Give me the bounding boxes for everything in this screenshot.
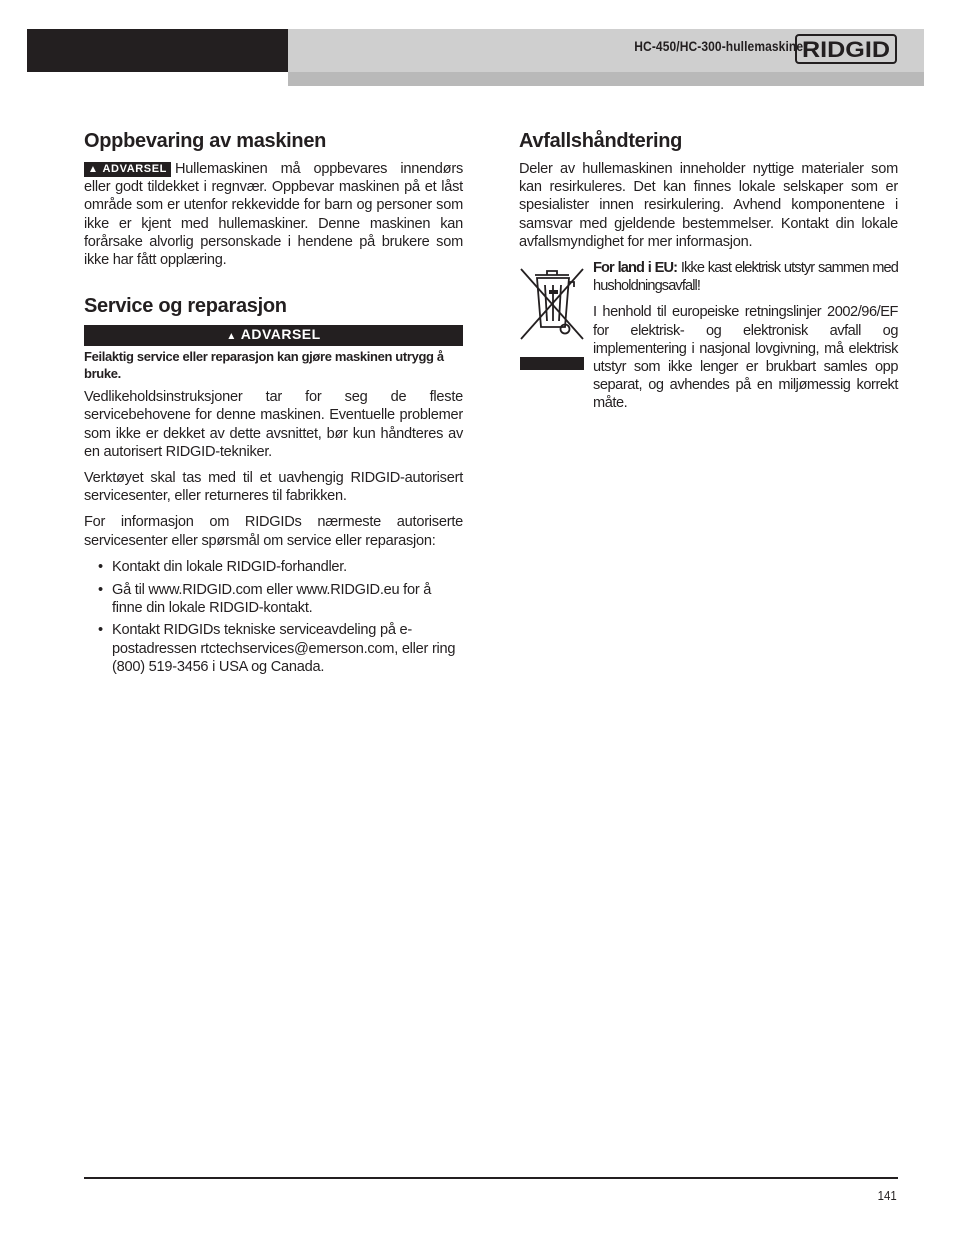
warning-badge [84,162,171,177]
warning-bar [84,325,463,346]
page-number: 141 [877,1188,897,1203]
storage-paragraph [84,160,463,269]
header-title: HC-450/HC-300-hullemaskiner [634,38,808,54]
weee-block [519,259,898,413]
eu-label: For land i EU: [593,260,678,277]
logo-text: RIDGID [802,37,890,62]
storage-heading: Oppbevaring av maskinen [84,130,327,152]
footer-rule [84,1177,898,1179]
service-heading: Service og reparasjon [84,295,287,318]
header-black-band [27,29,288,72]
disposal-heading: Avfallshåndtering [519,130,683,152]
service-contact-list [84,558,463,676]
eu-notice [593,259,898,295]
list-item: • Gå til www.RIDGID.com eller www.RIDGID.eu for å finne din lokale RIDGID-kontakt. [84,581,463,617]
weee-text [593,259,898,413]
warning-text: Feilaktig service eller reparasjon kan gjøre maskinen utrygg å bruke. [84,349,444,382]
disposal-intro: Deler av hullemaskinen inneholder nyttige materialer som kan resirkuleres. Det kan finnes lokale selskaper som er spesialister innen resirkulering. Avhend komponentene i samsvar med gjeldende bestemmelser. Kontakt din lokale avfallsmyndighet for mer informasjon. [519,161,898,250]
warning-bar-label: ADVARSEL [240,326,321,343]
right-column [519,128,898,413]
list-item: • Kontakt din lokale RIDGID-forhandler. [84,558,463,576]
storage-section [84,128,463,269]
service-paragraph-2: Verktøyet skal tas med til et uavhengig RIDGID-autorisert servicesenter, eller returneres til fabrikken. [84,470,463,505]
warning-badge-label: ADVARSEL [102,163,167,175]
warning-triangle-icon: ▲ [226,331,237,343]
directive-text: I henhold til europeiske retningslinjer 2002/96/EF for elektrisk- og elektronisk avfall og implementering i nasjonal lovgivning, må elektrisk utstyr som ikke lenger er brukbart samles opp separat, og avhendes på en miljømessig korrekt måte. [593,304,898,412]
service-section [84,293,463,676]
eu-text: Ikke kast elektrisk utstyr sammen med husholdningsavfall! [593,260,898,295]
disposal-section [519,128,898,413]
warning-triangle-icon: ▲ [88,164,99,175]
crossed-out-wheelie-bin-icon [519,263,585,371]
left-column [84,128,463,681]
header-shadow [288,72,924,86]
service-paragraph-1: Vedlikeholdsinstruksjoner tar for seg de fleste servicebehovene for denne maskinen. Eventuelle problemer som ikke er dekket av dette avsnittet, bør kun håndteres av en autorisert RIDGID-tekniker. [84,389,463,460]
ridgid-logo [795,34,897,64]
storage-text: Hullemaskinen må oppbevares innendørs eller godt tildekket i regnvær. Oppbevar maskinen på et låst område som er utenfor rekkevidde for barn og personer som ikke er kjent med hullemaskiner. Denne maskinen kan forårsake alvorlig personskade i hendene på brukere som ikke har fått opplæring. [84,161,463,269]
service-paragraph-3: For informasjon om RIDGIDs nærmeste autoriserte servicesenter eller spørsmål om service eller reparasjon: [84,514,463,549]
list-item: • Kontakt RIDGIDs tekniske serviceavdeling på e-postadressen rtctechservices@emerson.com, eller ring (800) 519-3456 i USA og Canada. [84,621,463,676]
